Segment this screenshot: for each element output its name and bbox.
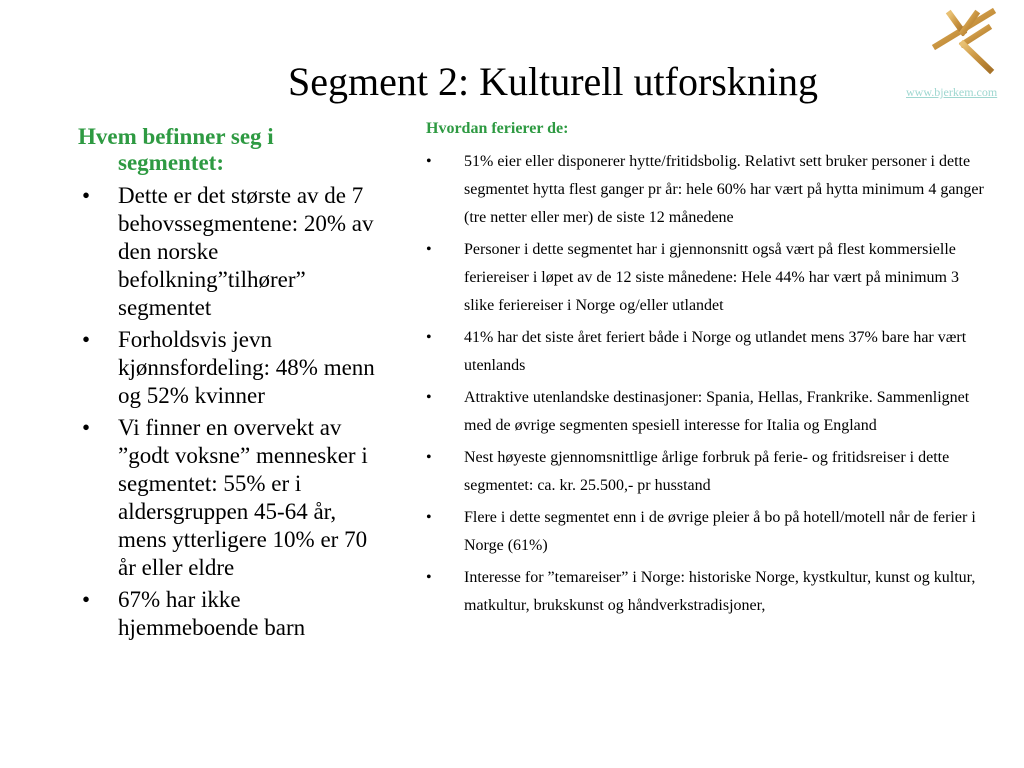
list-item [424,384,992,440]
left-column [78,124,378,646]
list-item [424,236,992,320]
bullet-icon: • [426,569,432,586]
list-item [78,414,378,582]
bullet-icon: • [426,509,432,526]
bullet-icon: • [82,415,91,440]
right-column [424,118,992,624]
list-item [78,326,378,410]
list-item [78,586,378,642]
list-item-text: 51% eier eller disponerer hytte/fritidsbolig. Relativt sett bruker personer i dette segmentet hytta flest ganger pr år: hele 60% har vært på hytta minimum 4 ganger (tre netter eller mer) de siste 12 månedene [464,153,984,226]
slide-title: Segment 2: Kulturell utforskning [288,59,818,104]
bullet-icon: • [82,183,91,208]
list-item [424,324,992,380]
list-item-text: Attraktive utenlandske destinasjoner: Spania, Hellas, Frankrike. Sammenlignet med de øvrige segmenten spesiell interesse for Italia og England [464,389,970,434]
website-link[interactable]: www.bjerkem.com [906,85,998,99]
list-item [424,148,992,232]
list-item [424,564,992,620]
list-item [78,182,378,322]
list-item-text: Nest høyeste gjennomsnittlige årlige forbruk på ferie- og fritidsreiser i dette segmentet: ca. kr. 25.500,- pr husstand [464,449,950,494]
list-item [424,444,992,500]
bullet-icon: • [426,449,432,466]
bjerkem-rune-logo-icon [926,6,1000,78]
list-item-text: Interesse for ”temareiser” i Norge: historiske Norge, kystkultur, kunst og kultur, matkultur, brukskunst og håndverkstradisjoner, [464,569,976,614]
list-item-text: Dette er det største av de 7 behovssegmentene: 20% av den norske befolkning”tilhører” segmentet [118,183,374,320]
list-item-text: Forholdsvis jevn kjønnsfordeling: 48% menn og 52% kvinner [118,327,375,408]
list-item-text: Personer i dette segmentet har i gjennonsnitt også vært på flest kommersielle feriereiser i løpet av de 12 siste månedene: Hele 44% har vært på minimum 3 slike feriereiser i Norge og/eller utlandet [464,241,959,314]
bullet-icon: • [82,587,91,612]
list-item-text: Flere i dette segmentet enn i de øvrige pleier å bo på hotell/motell når de ferier i Norge (61%) [464,509,976,554]
left-bullet-list [78,182,378,642]
bullet-icon: • [426,389,432,406]
list-item-text: 67% har ikke hjemmeboende barn [118,587,306,640]
left-column-heading: Hvem befinner seg i segmentet: [78,124,274,175]
list-item-text: 41% har det siste året feriert både i Norge og utlandet mens 37% bare har vært utenlands [464,329,967,374]
list-item-text: Vi finner en overvekt av ”godt voksne” mennesker i segmentet: 55% er i aldersgruppen 45-64 år, mens ytterligere 10% er 70 år eller eldre [118,415,368,580]
list-item [424,504,992,560]
bullet-icon: • [426,241,432,258]
right-bullet-list [424,148,992,620]
bullet-icon: • [426,329,432,346]
right-column-heading: Hvordan ferierer de: [426,120,569,137]
bullet-icon: • [82,327,91,352]
bullet-icon: • [426,153,432,170]
